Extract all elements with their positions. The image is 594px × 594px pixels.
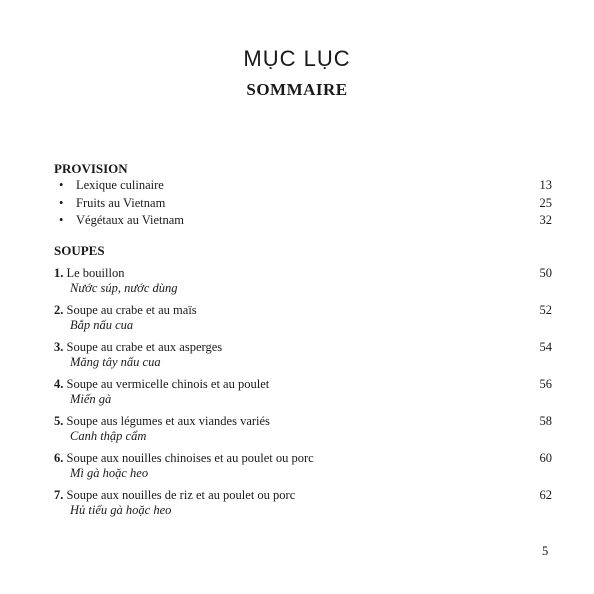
- recipe-number: 7.: [54, 487, 64, 502]
- section-heading-soupes: SOUPES: [54, 242, 105, 258]
- provision-item[interactable]: [54, 212, 552, 230]
- recipe-title: Soupe au crabe et aux asperges: [66, 339, 223, 354]
- recipe-number: 5.: [54, 413, 64, 428]
- provision-item-label: Lexique culinaire: [76, 178, 164, 192]
- page-number: 54: [539, 339, 552, 354]
- recipe-entry[interactable]: [54, 261, 552, 298]
- recipe-title-line: [54, 303, 197, 318]
- page-number: 58: [539, 413, 552, 428]
- section-heading-provision: PROVISION: [54, 161, 128, 176]
- recipe-title: Soupe aux nouilles chinoises et au poulet ou porc: [66, 450, 314, 465]
- recipe-entry[interactable]: [54, 483, 552, 520]
- page-number: 25: [539, 195, 552, 210]
- recipe-subtitle: Mì gà hoặc heo: [70, 465, 149, 480]
- recipe-number: 3.: [54, 339, 64, 354]
- page-number: 50: [539, 265, 552, 280]
- recipe-subtitle: Nước súp, nước dùng: [70, 280, 178, 295]
- table-of-contents: [54, 161, 552, 520]
- page-number: 32: [539, 213, 552, 227]
- page-number: 60: [539, 450, 552, 465]
- recipe-subtitle: Bắp nấu cua: [70, 317, 134, 332]
- recipe-title-line: [54, 451, 314, 466]
- bullet-icon: •: [59, 178, 64, 192]
- provision-item[interactable]: [54, 195, 552, 213]
- page-number: 13: [539, 178, 552, 192]
- recipe-entry[interactable]: [54, 409, 552, 446]
- recipe-subtitle: Hủ tiếu gà hoặc heo: [70, 502, 172, 517]
- recipe-entry[interactable]: [54, 446, 552, 483]
- recipe-entry[interactable]: [54, 298, 552, 335]
- soupes-list: [54, 261, 552, 520]
- bullet-icon: •: [59, 195, 64, 210]
- folio-page-number: 5: [542, 544, 549, 558]
- bullet-icon: •: [59, 213, 64, 227]
- page-number: 52: [539, 302, 552, 317]
- recipe-subtitle: Miến gà: [70, 391, 112, 406]
- recipe-title-line: [54, 488, 295, 503]
- page-number: 56: [539, 376, 552, 391]
- recipe-number: 2.: [54, 302, 64, 317]
- provision-list: [54, 177, 552, 230]
- page-title-vietnamese: MỤC LỤC: [243, 46, 351, 71]
- recipe-subtitle: Măng tây nấu cua: [70, 354, 161, 369]
- recipe-title-line: [54, 414, 270, 429]
- recipe-subtitle: Canh thập cẩm: [70, 428, 147, 443]
- recipe-number: 1.: [54, 265, 64, 280]
- page-title-french: SOMMAIRE: [246, 80, 348, 99]
- recipe-title-line: [54, 266, 124, 281]
- provision-item[interactable]: [54, 177, 552, 195]
- recipe-title: Soupe au crabe et au maïs: [66, 302, 197, 317]
- recipe-entry[interactable]: [54, 335, 552, 372]
- recipe-title: Le bouillon: [66, 265, 125, 280]
- recipe-number: 6.: [54, 450, 64, 465]
- recipe-title-line: [54, 340, 222, 355]
- recipe-title: Soupe au vermicelle chinois et au poulet: [66, 376, 270, 391]
- recipe-title: Soupe aus légumes et aux viandes variés: [66, 413, 270, 428]
- recipe-title: Soupe aux nouilles de riz et au poulet ou porc: [66, 487, 296, 502]
- page-number: 62: [539, 487, 552, 502]
- recipe-entry[interactable]: [54, 372, 552, 409]
- provision-item-label: Fruits au Vietnam: [76, 195, 166, 210]
- recipe-number: 4.: [54, 376, 64, 391]
- recipe-title-line: [54, 377, 269, 392]
- provision-item-label: Végétaux au Vietnam: [76, 213, 185, 227]
